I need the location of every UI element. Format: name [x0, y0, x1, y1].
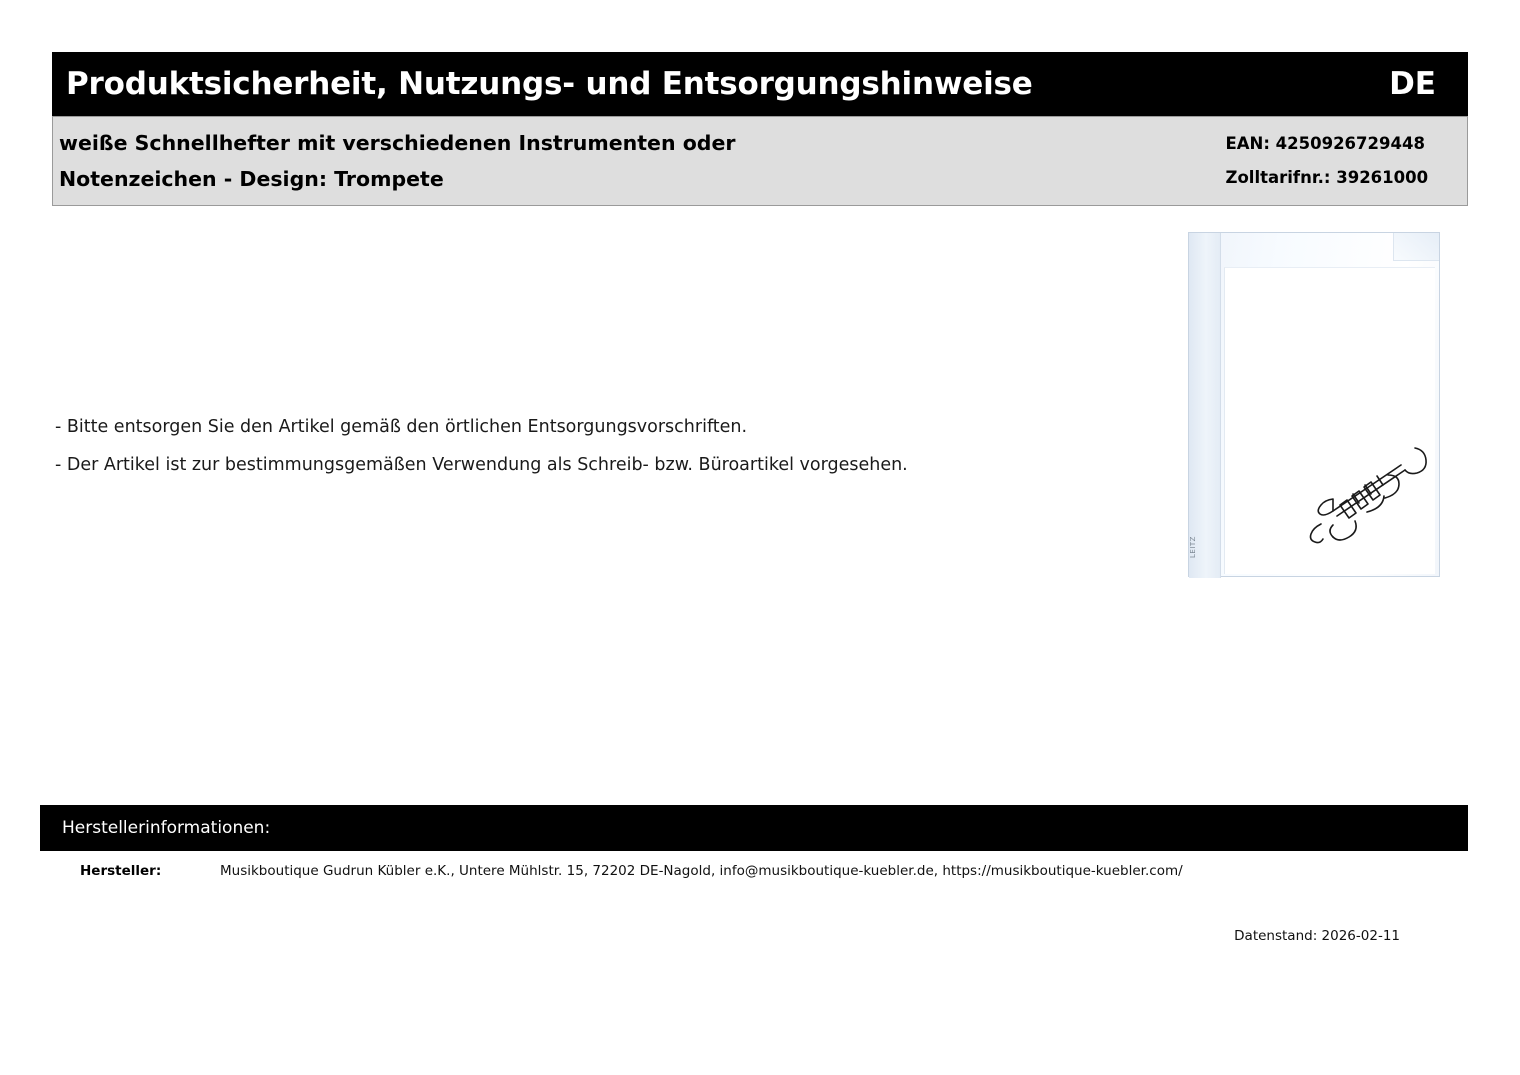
folder-brand-label: LEITZ: [1189, 536, 1197, 558]
manufacturer-row: [40, 851, 1468, 891]
usage-notes-list: [55, 408, 1155, 484]
folder-body: [1188, 232, 1440, 577]
page-title: Produktsicherheit, Nutzungs- und Entsorgungshinweise: [66, 65, 1033, 102]
product-name-line1: weiße Schnellhefter mit verschiedenen Instrumenten oder: [59, 131, 736, 155]
product-name-line2: Notenzeichen - Design: Trompete: [59, 167, 444, 191]
product-tariff-number: Zolltarifnr.: 39261000: [1225, 168, 1429, 187]
folder-corner-flap: [1393, 233, 1439, 261]
manufacturer-section-header: [40, 805, 1468, 851]
product-codes: [1107, 117, 1467, 205]
folder-spine: [1189, 233, 1221, 578]
product-name: [53, 117, 1107, 205]
document-header: [52, 52, 1468, 116]
product-ean: EAN: 4250926729448: [1225, 134, 1425, 153]
manufacturer-section-label: Herstellerinformationen:: [62, 818, 271, 838]
list-item: - Bitte entsorgen Sie den Artikel gemäß den örtlichen Entsorgungsvorschriften.: [55, 417, 748, 437]
data-status-date: Datenstand: 2026-02-11: [1234, 928, 1400, 944]
language-code: DE: [1389, 65, 1436, 102]
manufacturer-key: Hersteller:: [80, 863, 162, 879]
product-info-band: [52, 116, 1468, 206]
trumpet-illustration: [1297, 438, 1429, 558]
list-item: - Der Artikel ist zur bestimmungsgemäßen Verwendung als Schreib- bzw. Büroartikel vorgesehen.: [55, 455, 908, 475]
manufacturer-value: Musikboutique Gudrun Kübler e.K., Untere Mühlstr. 15, 72202 DE-Nagold, info@musikboutique-kuebler.de, https://musikboutique-kuebler.com/: [220, 863, 1183, 879]
product-image: [1188, 232, 1440, 577]
